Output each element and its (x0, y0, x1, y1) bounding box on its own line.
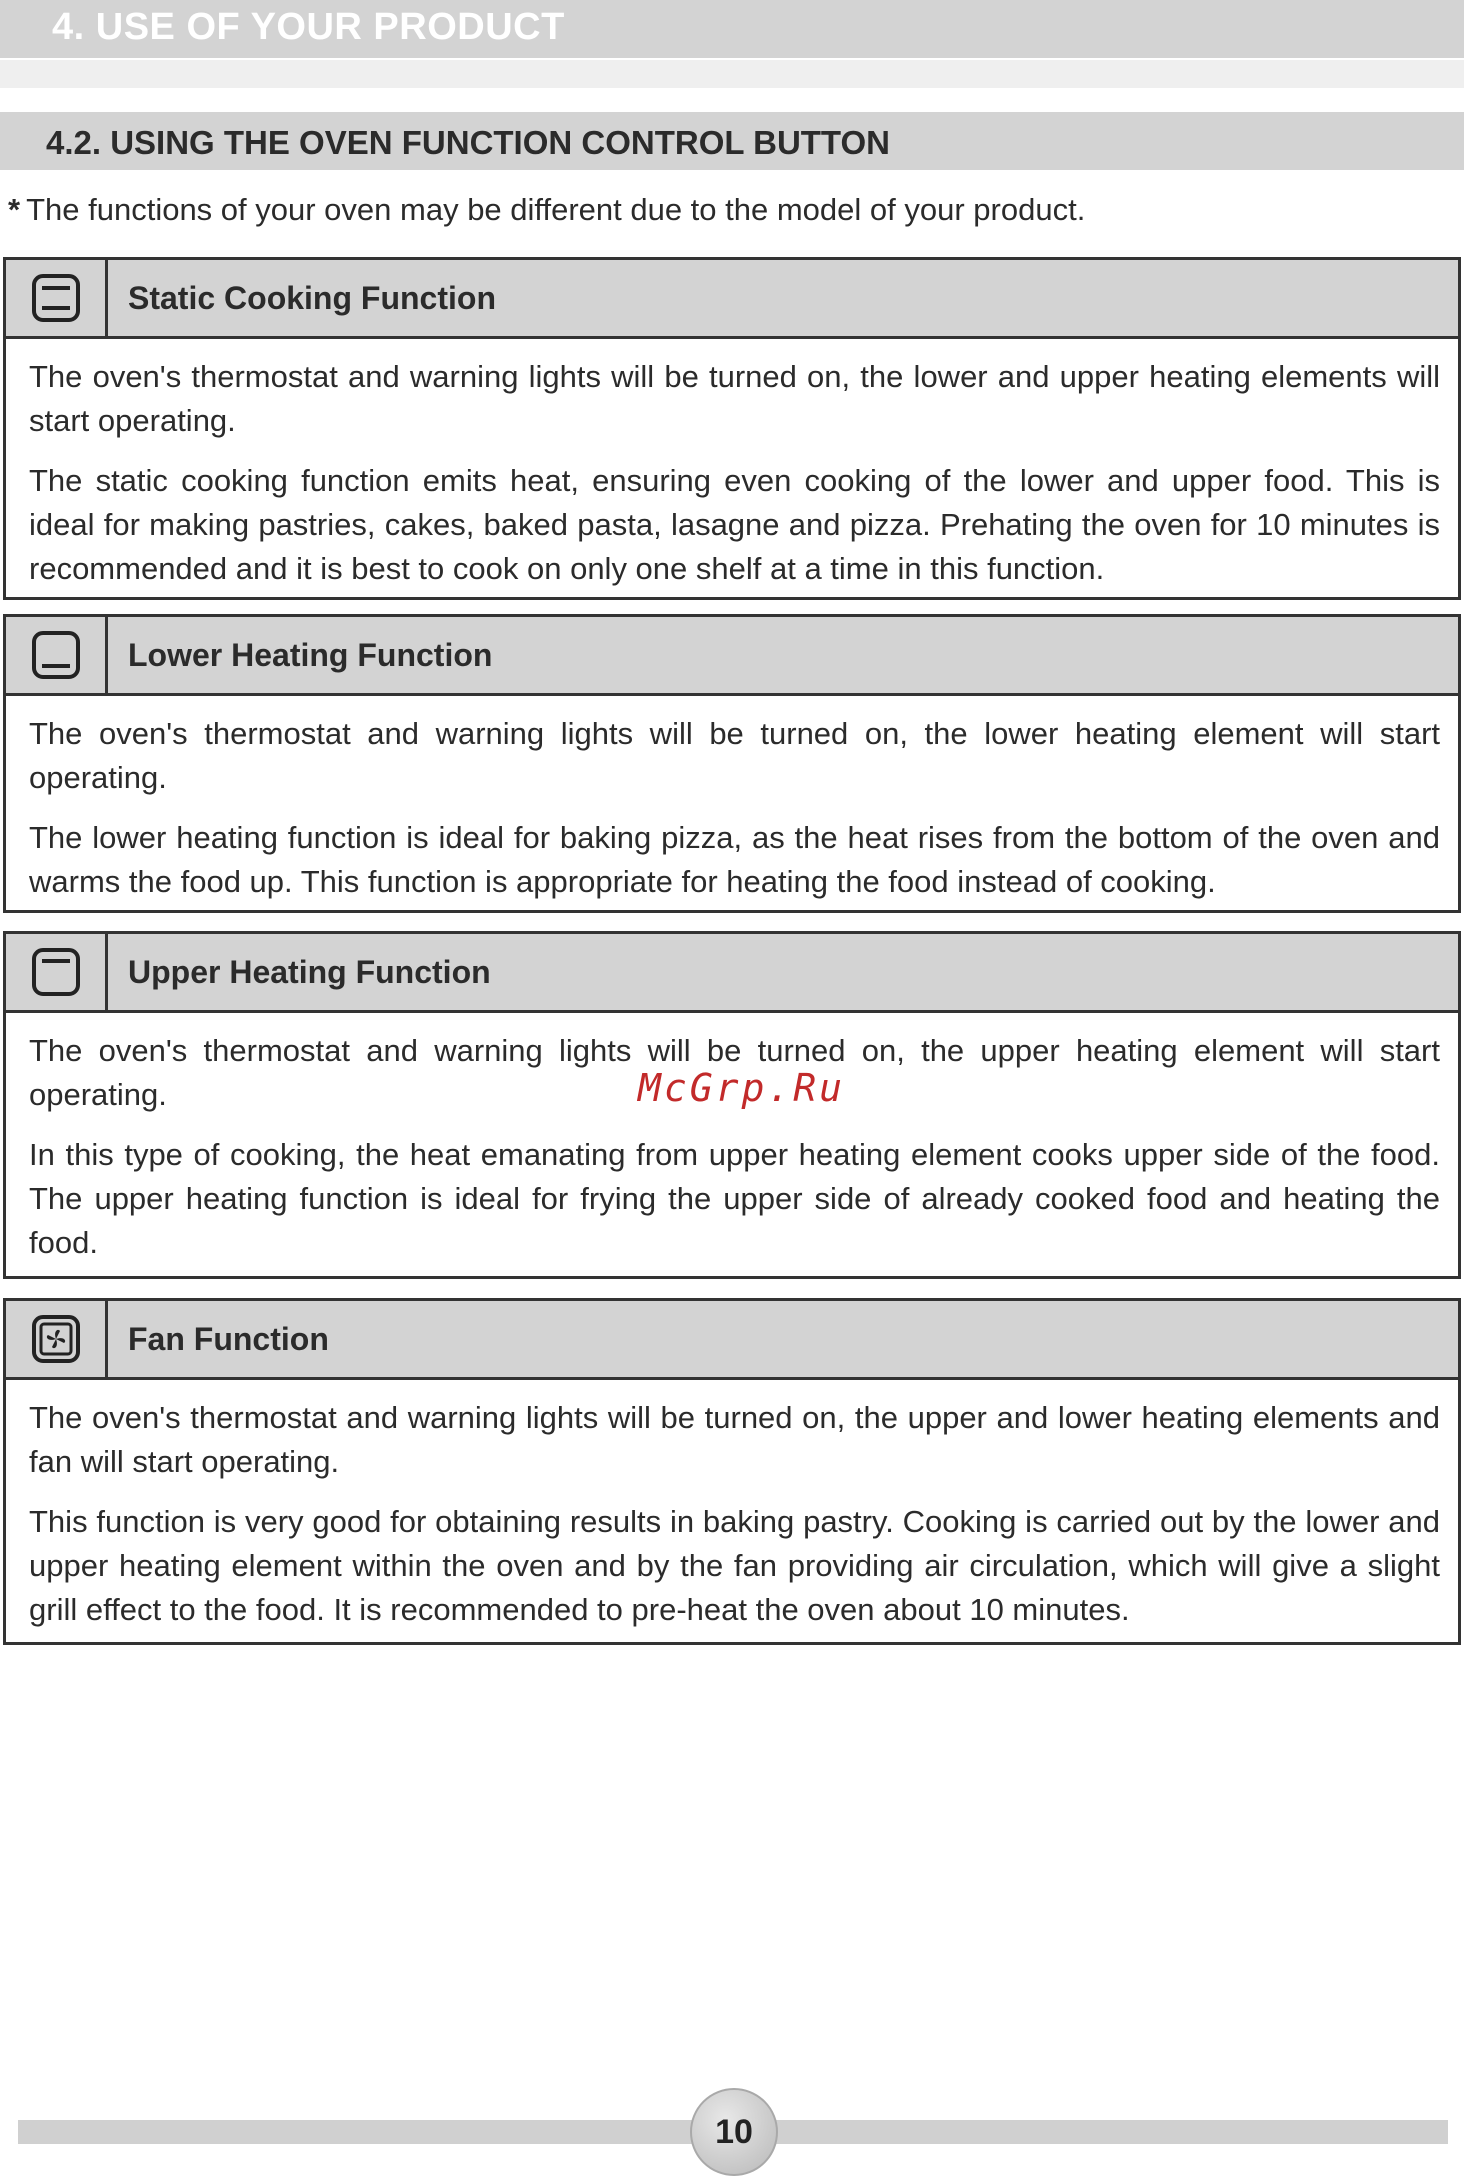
function-paragraph: The oven's thermostat and warning lights will be turned on, the upper and lower heating elements and fan will start operating. (29, 1400, 1440, 1479)
fan-icon (31, 1314, 81, 1364)
function-icon-cell (6, 1301, 108, 1377)
function-body (6, 696, 1458, 916)
function-body (6, 339, 1458, 603)
function-icon-cell (6, 260, 108, 336)
function-paragraph: The oven's thermostat and warning lights will be turned on, the upper heating element will start operating. (29, 1033, 1440, 1112)
watermark: McGrp.Ru (638, 1066, 846, 1110)
function-icon-cell (6, 617, 108, 693)
function-title: Fan Function (128, 1321, 329, 1357)
chapter-header (0, 0, 1464, 58)
section-title: 4.2. USING THE OVEN FUNCTION CONTROL BUTTON (46, 124, 890, 161)
function-paragraph: In this type of cooking, the heat emanating from upper heating element cooks upper side of the food. The upper heating function is ideal for frying the upper side of already cooked food and heating the food. (29, 1137, 1440, 1260)
upper-heating-icon (31, 947, 81, 997)
function-header (6, 617, 1458, 696)
function-body (6, 1380, 1458, 1644)
page-number-badge (690, 2088, 778, 2176)
function-header (6, 260, 1458, 339)
model-note (8, 192, 1085, 228)
function-header (6, 934, 1458, 1013)
function-title: Upper Heating Function (128, 954, 491, 990)
function-box-lower (3, 614, 1461, 913)
page-number: 10 (715, 2112, 753, 2151)
note-marker: * (8, 192, 21, 227)
function-paragraph: The lower heating function is ideal for baking pizza, as the heat rises from the bottom of the oven and warms the food up. This function is appropriate for heating the food instead of cooking. (29, 820, 1440, 899)
function-title: Lower Heating Function (128, 637, 493, 673)
function-box-static (3, 257, 1461, 600)
note-text: The functions of your oven may be different due to the model of your product. (26, 192, 1086, 227)
lower-heating-icon (31, 630, 81, 680)
function-box-fan (3, 1298, 1461, 1645)
static-heating-icon (31, 273, 81, 323)
function-icon-cell (6, 934, 108, 1010)
chapter-title: 4. USE OF YOUR PRODUCT (52, 6, 565, 48)
function-header (6, 1301, 1458, 1380)
chapter-stripe (0, 60, 1464, 88)
function-paragraph: The oven's thermostat and warning lights will be turned on, the lower and upper heating elements will start operating. (29, 359, 1440, 438)
function-title: Static Cooking Function (128, 280, 496, 316)
function-paragraph: The static cooking function emits heat, ensuring even cooking of the lower and upper food. This is ideal for making pastries, cakes, baked pasta, lasagne and pizza. Prehating the oven for 10 minutes is recommended and it is best to cook on only one shelf at a time in this function. (29, 463, 1440, 586)
function-paragraph: The oven's thermostat and warning lights will be turned on, the lower heating element will start operating. (29, 716, 1440, 795)
section-header (0, 112, 1464, 170)
function-paragraph: This function is very good for obtaining results in baking pastry. Cooking is carried out by the lower and upper heating element within the oven and by the fan providing air circulation, which will give a slight grill effect to the food. It is recommended to pre-heat the oven about 10 minutes. (29, 1504, 1440, 1627)
function-body (6, 1013, 1458, 1277)
